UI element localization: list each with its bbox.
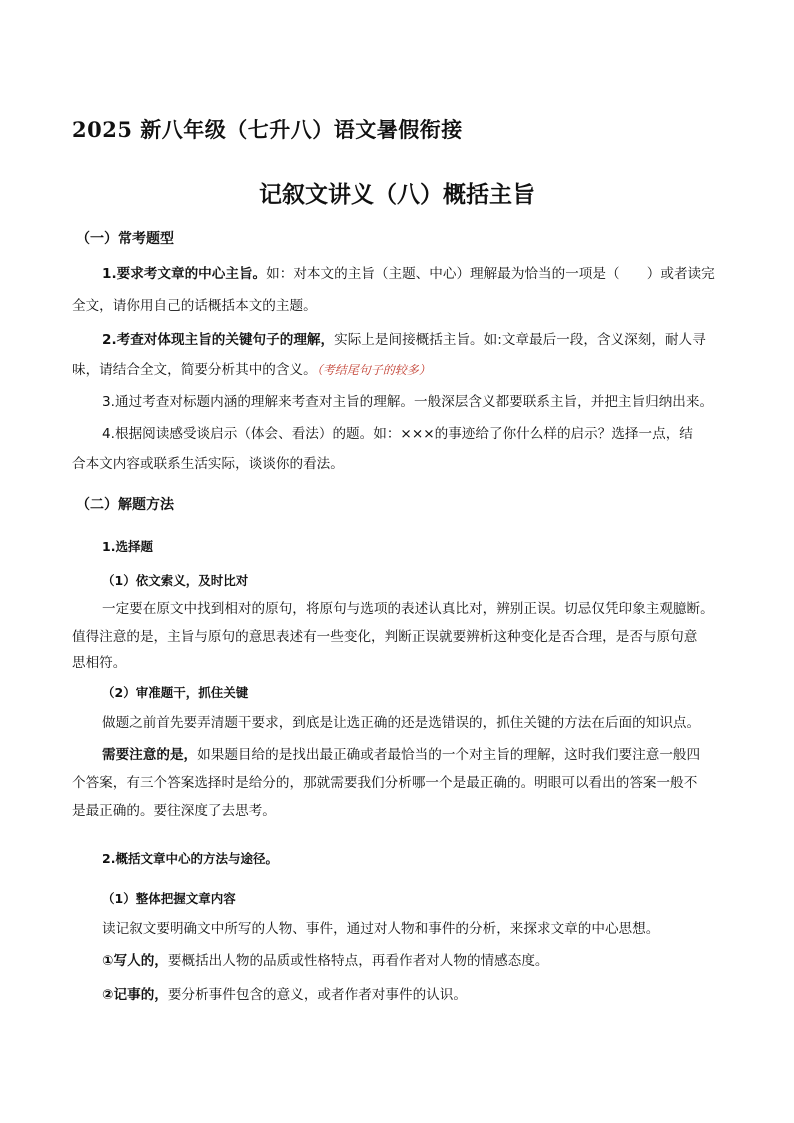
item2-line2-text: 味，请结合全文，简要分析其中的含义。 [72,362,317,378]
paragraph-item3: 3.通过考查对标题内涵的理解来考查对主旨的理解。一般深层含义都要联系主旨，并把主旨归纳出来。 [102,394,714,410]
paragraph-item2-line1 [102,324,706,356]
document-title: 2025 新八年级（七升八）语文暑假衔接 [72,117,463,142]
item2-note: （考结尾句子的较多） [316,363,431,377]
item2-lead: 2.考查对体现主旨的关键句子的理解， [102,332,335,348]
method1-title: 1.选择题 [102,539,153,554]
method1-sub1-line2: 值得注意的是，主旨与原句的意思表述有一些变化，判断正误就要辨析这种变化是否合理，是否与原句意 [72,629,698,645]
method1-sub2-line1: 做题之前首先要弄清题干要求，到底是让选正确的还是选错误的，抓住关键的方法在后面的知识点。 [102,715,701,731]
method2-item1-lead: ①写人的， [102,953,168,969]
paragraph-item2-line2 [72,354,431,386]
method1-sub1-title: （1）依文索义，及时比对 [102,573,249,588]
item1-lead: 1.要求考文章的中心主旨。 [102,266,267,282]
method2-sub1-item2 [102,979,467,1011]
method1-sub2-title: （2）审准题干，抓住关键 [102,685,249,700]
method1-sub2-lead: 需要注意的是， [102,747,198,763]
method2-title: 2.概括文章中心的方法与途径。 [102,851,278,866]
paragraph-item4-line1: 4.根据阅读感受谈启示（体会、看法）的题。如：×××的事迹给了你什么样的启示？选择一点，结 [102,426,693,442]
section-heading-question-types: （一）常考题型 [76,231,174,247]
method2-sub1-line1: 读记叙文要明确文中所写的人物、事件，通过对人物和事件的分析，来探求文章的中心思想。 [102,921,660,937]
item2-rest: 实际上是间接概括主旨。如:文章最后一段，含义深刻，耐人寻 [334,332,706,348]
section-heading-methods: （二）解题方法 [76,497,174,513]
method1-sub2-line3: 个答案，有三个答案选择时是给分的，那就需要我们分析哪一个是最正确的。明眼可以看出的答案一般不 [72,775,698,791]
method2-sub1-item1 [102,945,549,977]
method2-item2-rest: 要分析事件包含的意义，或者作者对事件的认识。 [167,987,467,1003]
method1-sub1-line1: 一定要在原文中找到相对的原句，将原句与选项的表述认真比对，辨别正误。切忌仅凭印象主观臆断。 [102,601,714,617]
paragraph-item1-line2: 全文，请你用自己的话概括本文的主题。 [72,298,317,314]
method2-item2-lead: ②记事的， [102,987,168,1003]
paragraph-item4-line2: 合本文内容或联系生活实际，谈谈你的看法。 [72,456,344,472]
method1-sub2-line4: 是最正确的。要往深度了去思考。 [72,803,276,819]
method2-sub1-title: （1）整体把握文章内容 [102,891,236,906]
method1-sub2-rest: 如果题目给的是找出最正确或者最恰当的一个对主旨的理解，这时我们要注意一般四 [197,747,701,763]
method1-sub1-line3: 思相符。 [72,655,127,671]
lecture-title: 记叙文讲义（八）概括主旨 [259,182,535,208]
item1-rest: 如：对本文的主旨（主题、中心）理解最为恰当的一项是（ ）或者读完 [266,266,715,282]
method2-item1-rest: 要概括出人物的品质或性格特点，再看作者对人物的情感态度。 [167,953,549,969]
paragraph-item1-line1 [102,258,715,290]
